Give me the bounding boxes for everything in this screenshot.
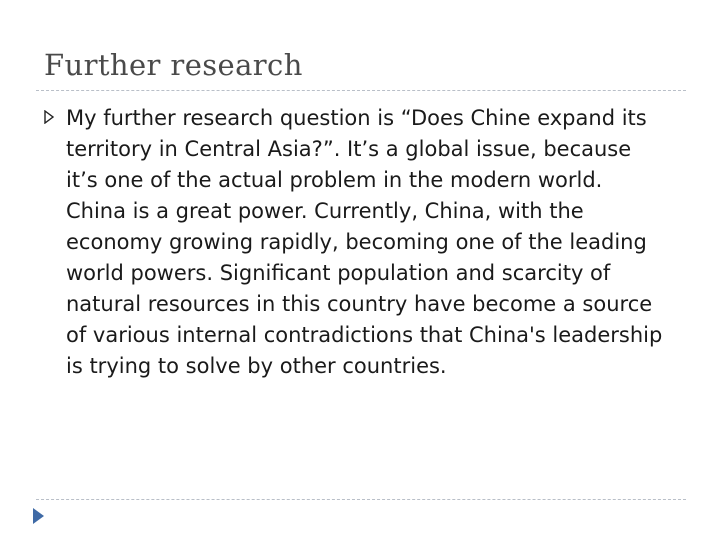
next-slide-arrow-icon[interactable] [30, 506, 46, 526]
slide-title: Further research [44, 48, 303, 82]
triangle-bullet-icon [44, 110, 54, 124]
footer-divider [36, 499, 686, 500]
title-divider [36, 90, 686, 91]
bullet-text: My further research question is “Does Chine expand its territory in Central Asia?”. It’s a global issue, because it’s one of the actual problem in the modern world. China is a great power. Currently, China, with the economy growing rapidly, becoming one of the leading world powers. Significant population and scarcity of natural resources in this country have become a source of various internal contradictions that China's leadership is trying to solve by other countries. [66, 106, 663, 378]
